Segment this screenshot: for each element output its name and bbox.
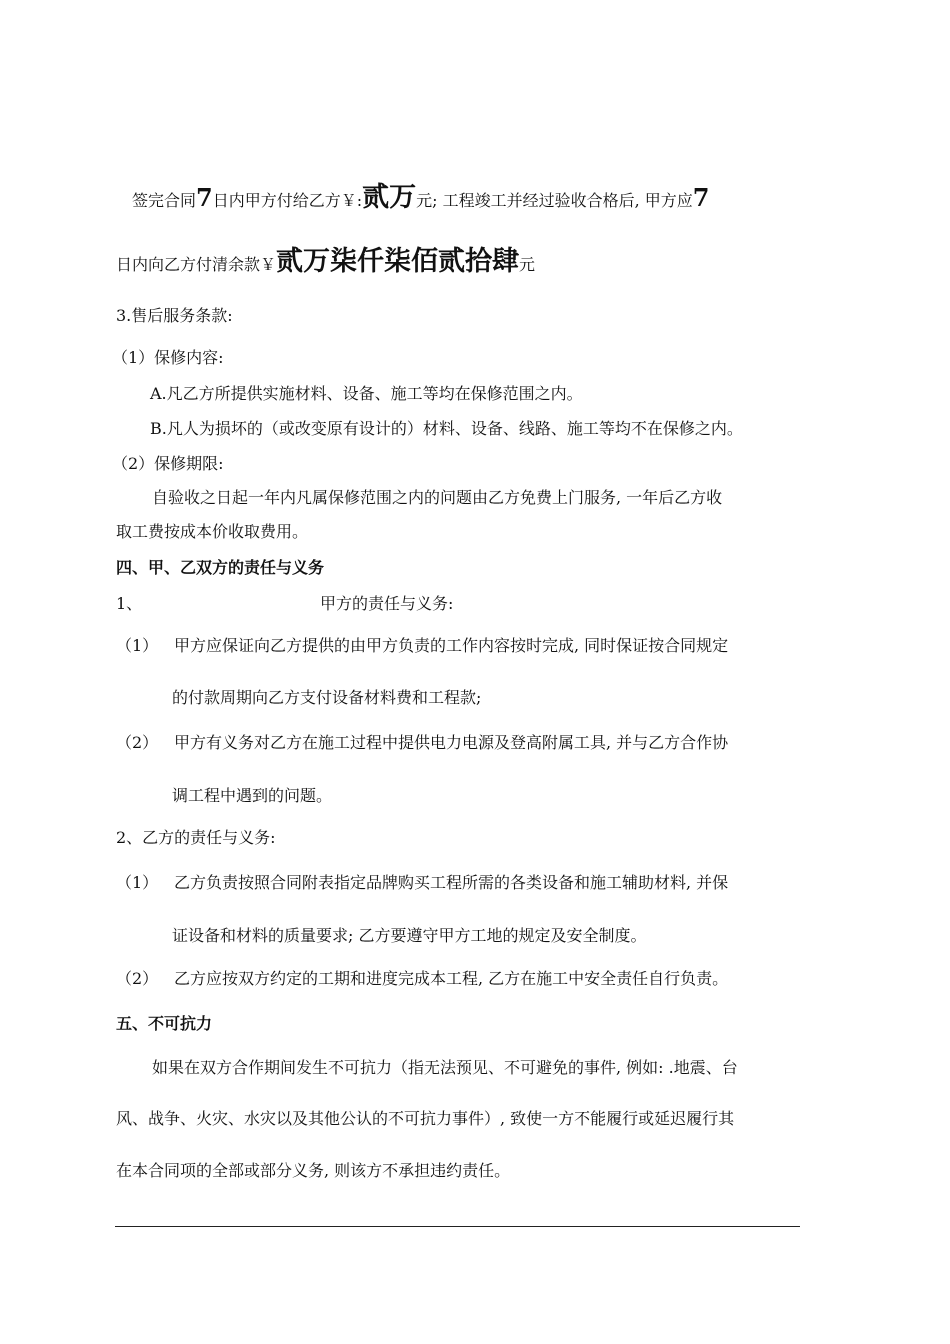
section-title: 四、甲、乙双方的责任与义务 <box>116 558 325 577</box>
clause-title: 甲方的责任与义务: <box>320 594 454 613</box>
payment-amount: 贰万 <box>362 182 417 213</box>
item-number: （2） <box>116 733 159 752</box>
paragraph-line: 证设备和材料的质量要求; 乙方要遵守甲方工地的规定及安全制度。 <box>172 926 647 945</box>
item-number: （2） <box>116 969 159 988</box>
paragraph-line: B.凡人为损坏的（或改变原有设计的）材料、设备、线路、施工等均不在保修之内。 <box>150 419 743 438</box>
paragraph-line: 甲方应保证向乙方提供的由甲方负责的工作内容按时完成, 同时保证按合同规定 <box>174 636 729 655</box>
payment-text: 日内向乙方付清余款￥ <box>116 255 277 274</box>
payment-line-1 <box>132 182 709 214</box>
clause-number: 1、 <box>116 594 143 613</box>
paragraph-line: 调工程中遇到的问题。 <box>172 786 333 805</box>
paragraph-line: 如果在双方合作期间发生不可抗力（指无法预见、不可避免的事件, 例如: .地震、台 <box>152 1058 738 1077</box>
section-heading: 3.售后服务条款: <box>116 306 233 325</box>
payment-text: 日内甲方付给乙方￥: <box>212 191 363 210</box>
payment-text: 元 <box>519 255 536 274</box>
subsection-title: （2）保修期限: <box>112 454 224 473</box>
paragraph-line: 风、战争、火灾、水灾以及其他公认的不可抗力事件）, 致使一方不能履行或延迟履行其 <box>116 1109 735 1128</box>
paragraph-line: A.凡乙方所提供实施材料、设备、施工等均在保修范围之内。 <box>150 384 583 403</box>
payment-amount: 贰万柒仟柒佰贰拾肆 <box>276 246 520 277</box>
payment-text: 元; 工程竣工并经过验收合格后, 甲方应 <box>416 191 693 210</box>
paragraph-line: 在本合同项的全部或部分义务, 则该方不承担违约责任。 <box>116 1161 511 1180</box>
section-title: 五、不可抗力 <box>116 1014 213 1033</box>
payment-text: 签完合同 <box>132 191 197 210</box>
paragraph-line: 甲方有义务对乙方在施工过程中提供电力电源及登高附属工具, 并与乙方合作协 <box>174 733 729 752</box>
item-number: （1） <box>116 636 159 655</box>
payment-line-2 <box>116 246 535 278</box>
paragraph-line: 的付款周期向乙方支付设备材料费和工程款; <box>172 688 482 707</box>
paragraph-line: 取工费按成本价收取费用。 <box>116 522 309 541</box>
paragraph-line: 自验收之日起一年内凡属保修范围之内的问题由乙方免费上门服务, 一年后乙方收 <box>152 488 723 507</box>
payment-days: 7 <box>196 183 213 212</box>
item-number: （1） <box>116 873 159 892</box>
paragraph-line: 乙方负责按照合同附表指定品牌购买工程所需的各类设备和施工辅助材料, 并保 <box>174 873 729 892</box>
subsection-title: （1）保修内容: <box>112 348 224 367</box>
clause-title: 2、乙方的责任与义务: <box>116 828 276 847</box>
footer-divider <box>115 1226 800 1227</box>
payment-days: 7 <box>692 183 710 212</box>
paragraph-line: 乙方应按双方约定的工期和进度完成本工程, 乙方在施工中安全责任自行负责。 <box>174 969 729 988</box>
